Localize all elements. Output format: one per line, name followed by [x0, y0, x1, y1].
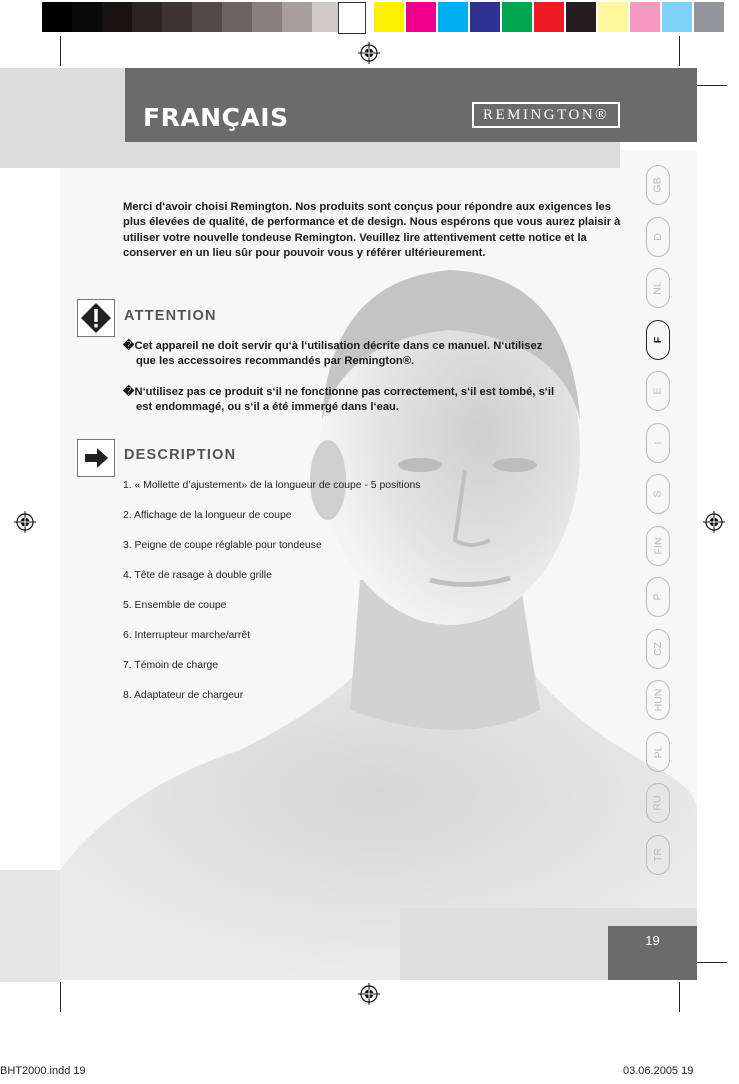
language-tab-label: P	[651, 593, 664, 601]
description-item: 2. Affichage de la longueur de coupe	[123, 510, 292, 521]
registration-mark-icon	[358, 42, 380, 64]
color-swatch	[222, 2, 252, 32]
language-tab-label: NL	[652, 281, 664, 295]
bullet-mark: �	[123, 340, 135, 352]
color-swatch	[282, 2, 312, 32]
crop-mark	[697, 85, 727, 86]
crop-mark	[697, 962, 727, 963]
color-swatch	[312, 2, 338, 32]
language-tab-label: RU	[651, 795, 664, 811]
language-tab-label: F	[651, 336, 664, 344]
language-tab-f[interactable]	[646, 320, 670, 360]
color-swatch	[406, 2, 436, 32]
attention-item	[123, 339, 628, 370]
color-swatch	[694, 2, 724, 32]
color-swatch	[338, 2, 366, 34]
crop-mark	[679, 36, 680, 66]
color-swatch	[132, 2, 162, 32]
language-tab-label: E	[651, 387, 664, 395]
description-item: 6. Interrupteur marche/arrêt	[123, 630, 251, 641]
color-swatch	[72, 2, 102, 32]
crop-mark	[60, 36, 61, 66]
color-swatch	[192, 2, 222, 32]
crop-mark	[60, 982, 61, 1012]
attention-item-line2: est endommagé, ou s‘il a été immergé dans l‘eau.	[136, 401, 399, 414]
color-swatch	[162, 2, 192, 32]
language-tab-p[interactable]	[646, 577, 670, 617]
language-tab-i[interactable]	[646, 423, 670, 463]
color-swatch	[534, 2, 564, 32]
logo-text: REMINGTON®	[482, 106, 610, 123]
attention-item-line1: Cet appareil ne doit servir qu‘à l‘utilisation décrite dans ce manuel. N‘utilisez	[134, 340, 543, 352]
page-number: 19	[645, 933, 660, 948]
header-sub-band	[0, 142, 620, 168]
language-tab-e[interactable]	[646, 371, 670, 411]
description-item: 7. Témoin de charge	[123, 660, 219, 671]
color-swatch	[252, 2, 282, 32]
language-tab-label: CZ	[652, 642, 664, 656]
language-tab-label: PL	[652, 745, 664, 759]
language-tab-s[interactable]	[646, 474, 670, 514]
language-tab-d[interactable]	[646, 217, 670, 257]
color-swatch	[374, 2, 404, 32]
attention-heading: ATTENTION	[124, 308, 217, 324]
crop-mark	[679, 982, 680, 1012]
description-item: 8. Adaptateur de chargeur	[123, 690, 244, 701]
language-tab-tr[interactable]	[646, 835, 670, 875]
bullet-mark: �	[123, 386, 135, 398]
color-swatch	[566, 2, 596, 32]
description-item: 1. « Mollette d’ajustement» de la longueur de coupe - 5 positions	[123, 480, 421, 491]
description-item: 5. Ensemble de coupe	[123, 600, 227, 611]
language-tab-label: GB	[651, 177, 664, 193]
language-tab-hun[interactable]	[646, 680, 670, 720]
color-swatch	[502, 2, 532, 32]
language-tab-fin[interactable]	[646, 526, 670, 566]
description-item: 4. Tête de rasage à double grille	[123, 570, 272, 581]
warning-icon	[78, 300, 114, 336]
arrow-icon-box	[77, 439, 115, 477]
registration-mark-icon	[14, 511, 36, 533]
language-tab-nl[interactable]	[646, 268, 670, 308]
attention-item-line1: N‘utilisez pas ce produit s‘il ne fonctionne pas correctement, s‘il est tombé, s‘il	[134, 386, 555, 398]
portrait-photo	[60, 150, 697, 980]
color-swatch	[438, 2, 468, 32]
language-tab-label: S	[651, 490, 664, 498]
description-heading: DESCRIPTION	[124, 447, 237, 463]
description-item: 3. Peigne de coupe réglable pour tondeuse	[123, 540, 322, 551]
footer-date-info: 03.06.2005 19	[623, 1065, 694, 1077]
footer-file-info: BHT2000.indd 19	[0, 1065, 86, 1077]
arrow-right-icon	[78, 440, 114, 476]
language-tab-ru[interactable]	[646, 783, 670, 823]
warning-icon-box	[77, 299, 115, 337]
intro-paragraph: Merci d‘avoir choisi Remington. Nos produits sont conçus pour répondre aux exigences les plus élevées de qualité, de performance et de design. Nous espérons que vous aurez plaisir à utiliser votre nouvelle tondeuse Remington. Veuillez lire attentivement cette notice et la conserver en un lieu sûr pour pouvoir vous y référer ultérieurement.	[123, 201, 621, 259]
color-swatch	[630, 2, 660, 32]
color-swatch	[662, 2, 692, 32]
language-tab-label: FIN	[651, 537, 664, 555]
attention-item-line2: que les accessoires recommandés par Remington®.	[136, 355, 415, 368]
language-tab-pl[interactable]	[646, 732, 670, 772]
footer-side-block	[0, 870, 60, 982]
language-tab-label: HUN	[652, 688, 664, 712]
registration-mark-icon	[358, 983, 380, 1005]
language-tab-cz[interactable]	[646, 629, 670, 669]
language-tab-gb[interactable]	[646, 165, 670, 205]
attention-item	[123, 385, 628, 416]
registration-mark-icon	[703, 511, 725, 533]
color-swatch	[470, 2, 500, 32]
remington-logo	[472, 102, 620, 128]
page-title: FRANÇAIS	[143, 103, 289, 132]
language-tab-label: D	[652, 233, 664, 241]
color-swatch	[102, 2, 132, 32]
language-tab-label: I	[651, 441, 664, 445]
language-tab-label: TR	[652, 848, 664, 862]
color-swatch	[598, 2, 628, 32]
color-swatch	[42, 2, 72, 32]
